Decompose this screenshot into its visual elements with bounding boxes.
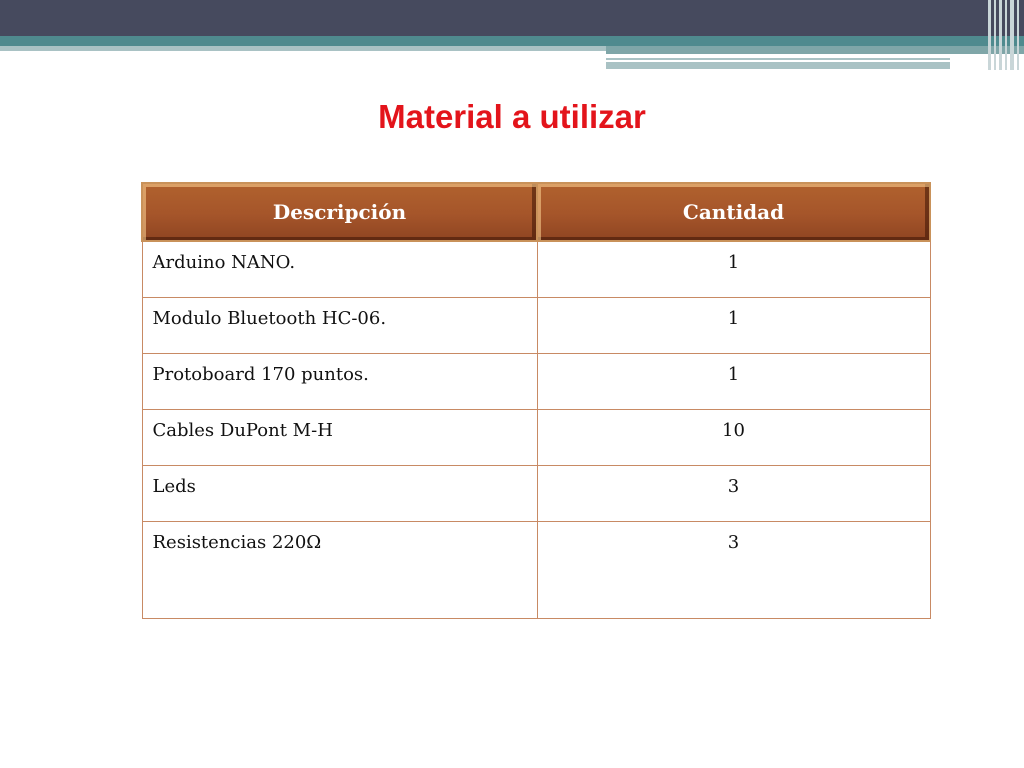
decorative-stripes: [984, 0, 1024, 70]
table-header-row: [142, 183, 930, 241]
materials-table: [141, 182, 931, 619]
table-row: [142, 297, 930, 353]
cell-description: Modulo Bluetooth HC-06.: [142, 297, 537, 353]
table-row: [142, 353, 930, 409]
cell-description: Protoboard 170 puntos.: [142, 353, 537, 409]
table-row: [142, 241, 930, 297]
cell-quantity: 10: [537, 409, 930, 465]
header-line: [606, 58, 950, 60]
cell-quantity: 1: [537, 297, 930, 353]
header-description: Descripción: [142, 183, 537, 241]
cell-quantity: 3: [537, 465, 930, 521]
header-band-accent: [606, 46, 1024, 54]
header-band-light: [0, 46, 606, 51]
slide-title: Material a utilizar: [378, 98, 646, 135]
header-band-dark: [0, 0, 1024, 36]
header-band-teal: [0, 36, 1024, 46]
cell-description: Arduino NANO.: [142, 241, 537, 297]
cell-quantity: 1: [537, 353, 930, 409]
cell-description: Leds: [142, 465, 537, 521]
cell-quantity: 1: [537, 241, 930, 297]
table-row: [142, 409, 930, 465]
cell-description: Cables DuPont M-H: [142, 409, 537, 465]
table-row: [142, 465, 930, 521]
cell-quantity: 3: [537, 521, 930, 618]
header-quantity: Cantidad: [537, 183, 930, 241]
table-row: [142, 521, 930, 618]
cell-description: Resistencias 220Ω: [142, 521, 537, 618]
header-line: [606, 62, 950, 69]
